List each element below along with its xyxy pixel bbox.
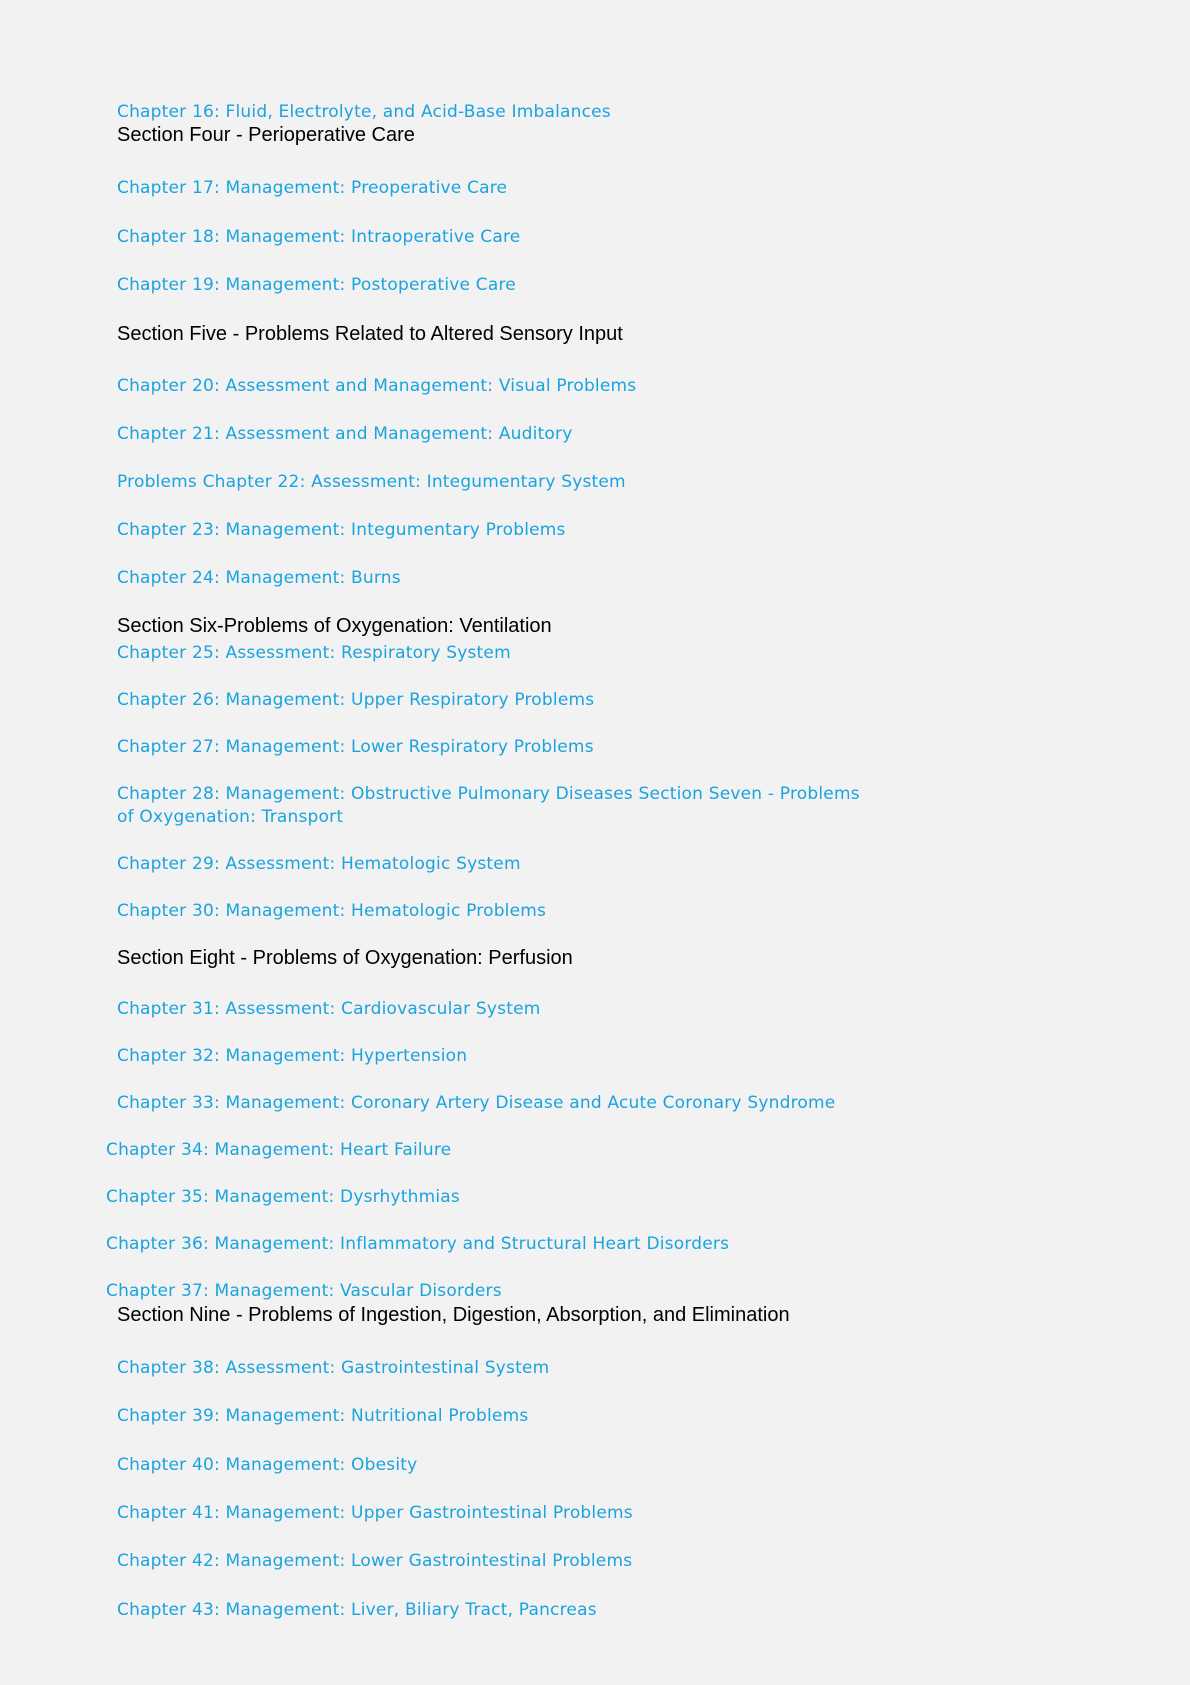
- chapter-21-link[interactable]: Chapter 21: Assessment and Management: Auditory: [117, 424, 573, 444]
- chapter-20-link[interactable]: Chapter 20: Assessment and Management: Visual Problems: [117, 376, 637, 396]
- section-six-heading: Section Six-Problems of Oxygenation: Ventilation: [117, 615, 552, 637]
- chapter-16-link[interactable]: Chapter 16: Fluid, Electrolyte, and Acid-Base Imbalances: [117, 102, 611, 122]
- chapter-40-link[interactable]: Chapter 40: Management: Obesity: [117, 1455, 418, 1475]
- chapter-26-link[interactable]: Chapter 26: Management: Upper Respiratory Problems: [117, 690, 595, 710]
- chapter-19-link[interactable]: Chapter 19: Management: Postoperative Care: [117, 275, 516, 295]
- chapter-30-link[interactable]: Chapter 30: Management: Hematologic Problems: [117, 901, 547, 921]
- section-eight-heading: Section Eight - Problems of Oxygenation: Perfusion: [117, 947, 573, 969]
- chapter-22-link[interactable]: Problems Chapter 22: Assessment: Integumentary System: [117, 472, 626, 492]
- chapter-34-link[interactable]: Chapter 34: Management: Heart Failure: [106, 1140, 452, 1160]
- chapter-41-link[interactable]: Chapter 41: Management: Upper Gastrointestinal Problems: [117, 1503, 633, 1523]
- chapter-37-link[interactable]: Chapter 37: Management: Vascular Disorders: [106, 1281, 502, 1301]
- section-four-heading: Section Four - Perioperative Care: [117, 124, 415, 146]
- chapter-42-link[interactable]: Chapter 42: Management: Lower Gastrointestinal Problems: [117, 1551, 633, 1571]
- chapter-36-link[interactable]: Chapter 36: Management: Inflammatory and Structural Heart Disorders: [106, 1234, 730, 1254]
- chapter-28-link-line2[interactable]: of Oxygenation: Transport: [117, 807, 344, 827]
- chapter-18-link[interactable]: Chapter 18: Management: Intraoperative Care: [117, 227, 521, 247]
- chapter-39-link[interactable]: Chapter 39: Management: Nutritional Problems: [117, 1406, 529, 1426]
- chapter-23-link[interactable]: Chapter 23: Management: Integumentary Problems: [117, 520, 566, 540]
- chapter-27-link[interactable]: Chapter 27: Management: Lower Respiratory Problems: [117, 737, 594, 757]
- chapter-29-link[interactable]: Chapter 29: Assessment: Hematologic System: [117, 854, 521, 874]
- chapter-38-link[interactable]: Chapter 38: Assessment: Gastrointestinal System: [117, 1358, 550, 1378]
- chapter-32-link[interactable]: Chapter 32: Management: Hypertension: [117, 1046, 468, 1066]
- chapter-31-link[interactable]: Chapter 31: Assessment: Cardiovascular System: [117, 999, 541, 1019]
- section-nine-heading: Section Nine - Problems of Ingestion, Digestion, Absorption, and Elimination: [117, 1304, 790, 1326]
- chapter-35-link[interactable]: Chapter 35: Management: Dysrhythmias: [106, 1187, 460, 1207]
- chapter-25-link[interactable]: Chapter 25: Assessment: Respiratory System: [117, 643, 511, 663]
- chapter-28-link-line1[interactable]: Chapter 28: Management: Obstructive Pulmonary Diseases Section Seven - Problems: [117, 784, 860, 804]
- chapter-43-link[interactable]: Chapter 43: Management: Liver, Biliary Tract, Pancreas: [117, 1600, 597, 1620]
- chapter-17-link[interactable]: Chapter 17: Management: Preoperative Care: [117, 178, 508, 198]
- section-five-heading: Section Five - Problems Related to Altered Sensory Input: [117, 323, 623, 345]
- chapter-24-link[interactable]: Chapter 24: Management: Burns: [117, 568, 401, 588]
- chapter-33-link[interactable]: Chapter 33: Management: Coronary Artery Disease and Acute Coronary Syndrome: [117, 1093, 836, 1113]
